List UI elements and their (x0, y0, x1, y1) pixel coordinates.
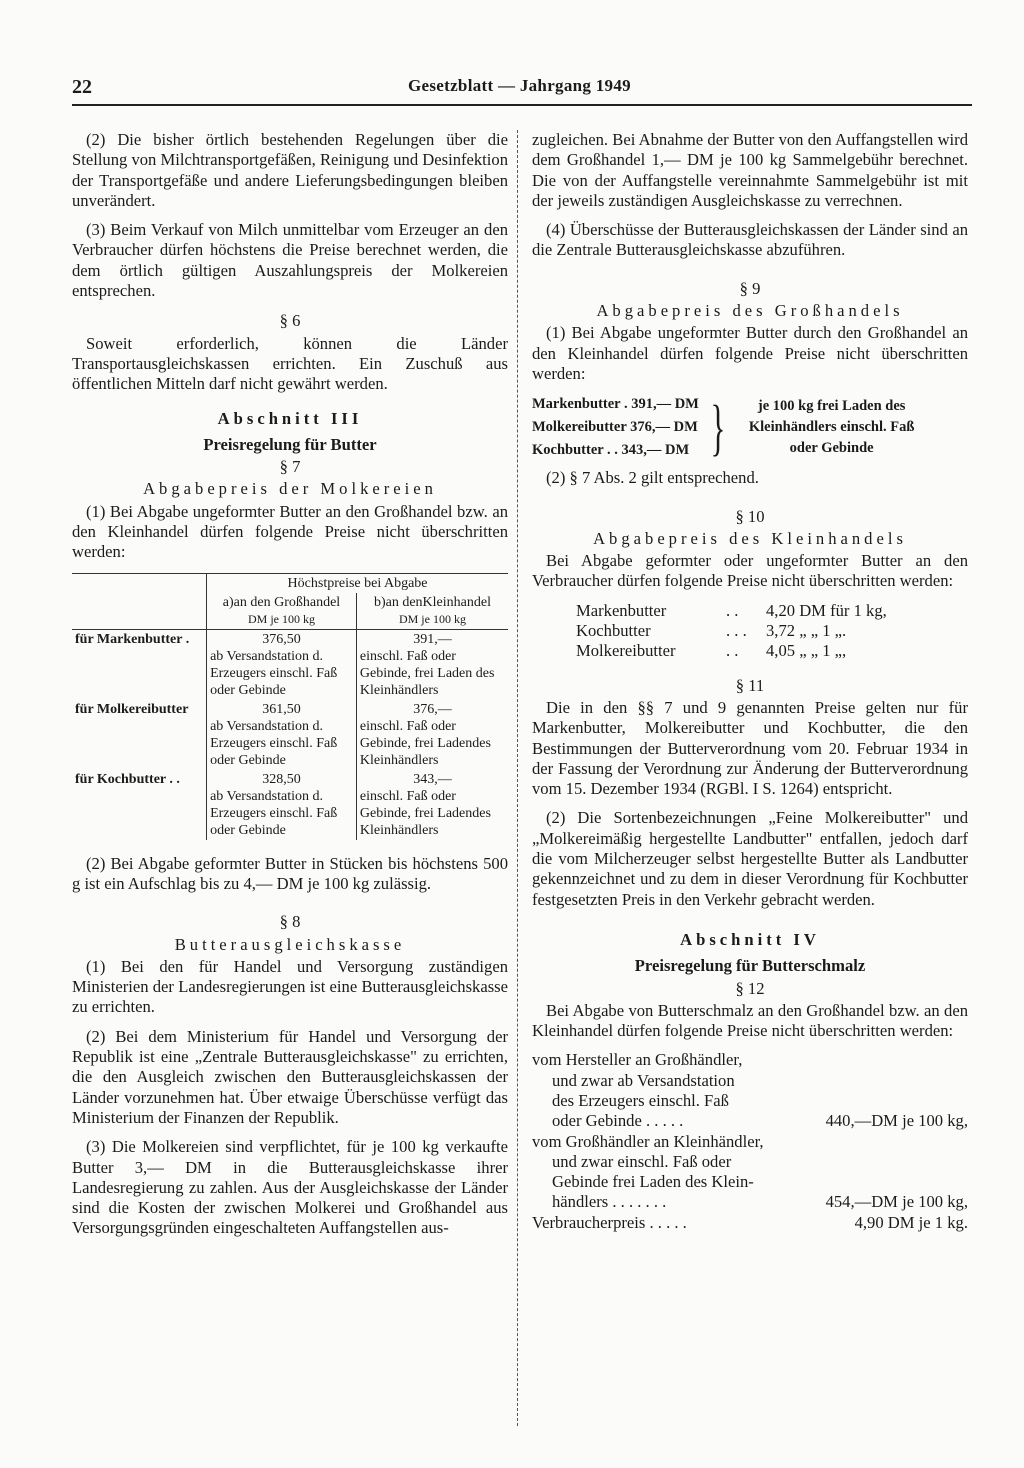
paragraph-12: Bei Abgabe von Butterschmalz an den Großhandel bzw. an den Kleinhandel dürfen folgende Preise nicht überschritten werden: (532, 1000, 968, 1041)
gazette-title: Gesetzblatt — Jahrgang 1949 (408, 76, 631, 95)
item-price: 4,05 „ „ 1 „, (766, 641, 847, 661)
a-note: ab Versandstation d. Erzeugers einschl. Faß oder Gebinde (210, 718, 338, 768)
row-label: für Molkereibutter (75, 701, 189, 717)
b-note: einschl. Faß oder Gebinde, frei Ladendes Kleinhändlers (359, 788, 491, 838)
col-b-label: b)an denKleinhandel (373, 594, 491, 610)
b-note: einschl. Faß oder Gebinde, frei Ladendes Kleinhändlers (359, 718, 491, 768)
section-8-title: Butterausgleichskasse (174, 934, 406, 954)
paragraph-8-1: (1) Bei den für Handel und Versorgung zuständigen Ministerien der Landesregierungen ist eine Butterausgleichskasse zu errichten. (72, 956, 508, 1017)
section-11-heading: § 11 (735, 675, 765, 695)
table-corner-2 (72, 593, 207, 630)
section-7-title: Abgabepreis der Molkereien (143, 479, 437, 499)
column-divider (517, 130, 518, 1426)
a-price: 361,50 (262, 701, 301, 717)
a-price: 376,50 (262, 631, 301, 647)
b-price: 343,— (413, 771, 452, 787)
item-price: 3,72 „ „ 1 „. (766, 621, 847, 641)
paragraph-6: Soweit erforderlich, können die Länder Transportausgleichskassen errichten. Ein Zuschuß aus öffentlichen Mitteln darf nicht gewährt werden. (72, 333, 508, 394)
abschnitt-3-heading: Abschnitt III (217, 408, 363, 428)
paragraph-9-1: (1) Bei Abgabe ungeformter Butter durch den Großhandel an den Kleinhandel dürfen folgende Preise nicht überschritten werden: (532, 323, 968, 383)
item-dots: . . . (726, 621, 747, 641)
abschnitt-3-title: Preisregelung für Butter (203, 434, 377, 454)
section-8-heading: § 8 (279, 912, 301, 932)
table-row (72, 770, 508, 840)
col-b-header (356, 593, 508, 630)
table-corner (72, 573, 207, 593)
section-10-heading: § 10 (735, 506, 765, 526)
paragraph-7-1: (1) Bei Abgabe ungeformter Butter an den Großhandel bzw. an den Kleinhandel dürfen folgende Preise nicht überschritten werden: (72, 501, 508, 562)
b-note: einschl. Faß oder Gebinde, frei Laden des Kleinhändlers (359, 648, 495, 698)
paragraph-7-2: (2) Bei Abgabe geformter Butter in Stücken bis höchstens 500 g ist ein Aufschlag bis zu 4,— DM je 100 kg zulässig. (72, 853, 508, 893)
section-12-price-list (532, 1050, 968, 1233)
list-item (532, 1213, 968, 1233)
b-price: 391,— (413, 631, 452, 647)
list-line: Gebinde frei Laden des Klein- (552, 1172, 754, 1192)
section-9-price-note: je 100 kg frei Laden des Kleinhändlers einschl. Faß oder Gebinde (748, 398, 915, 457)
paragraph-9-2: (2) § 7 Abs. 2 gilt entsprechend. (546, 468, 759, 488)
paragraph-8-4: (4) Überschüsse der Butterausgleichskassen der Länder sind an die Zentrale Butterausgleichskasse abzuführen. (532, 220, 968, 260)
col-a-label: a)an den Großhandel (222, 594, 341, 610)
section-9-price-list (532, 393, 968, 462)
a-note: ab Versandstation d. Erzeugers einschl. Faß oder Gebinde (210, 788, 338, 838)
item-name: Markenbutter (576, 600, 667, 620)
col-a-header (207, 593, 357, 630)
list-line: vom Großhändler an Kleinhändler, (532, 1131, 764, 1151)
section-9-heading: § 9 (739, 278, 761, 298)
item-dots: . . (726, 600, 739, 620)
paragraph-5-3: (3) Beim Verkauf von Milch unmittelbar vom Erzeuger an den Verbraucher dürfen höchstens die Preise berechnet werden, die dem örtlich gültigen Auszahlungspreis der Molkereien entsprechen. (72, 220, 508, 301)
item-label: händlers . . . . . . . (552, 1192, 667, 1212)
item-dots: . . (726, 641, 739, 661)
row-label: für Kochbutter . . (75, 771, 180, 787)
item-name: Kochbutter (576, 621, 651, 641)
page-header (72, 70, 972, 106)
col-b-unit: DM je 100 kg (398, 611, 466, 626)
row-label: für Markenbutter . (72, 629, 207, 700)
section-12-heading: § 12 (735, 978, 765, 998)
section-10-title: Abgabepreis des Kleinhandels (593, 528, 907, 548)
table-head: Höchstpreise bei Abgabe (207, 573, 508, 593)
section-6-heading: § 6 (279, 311, 301, 331)
list-item: Molkereibutter 376,— DM (532, 419, 698, 436)
list-item: Kochbutter . . 343,— DM (532, 442, 690, 459)
item-label: Verbraucherpreis . . . . . (532, 1212, 687, 1232)
list-item (532, 641, 968, 661)
section-9-title: Abgabepreis des Großhandels (596, 301, 904, 321)
right-column (532, 130, 968, 1233)
section-7-heading: § 7 (279, 457, 301, 477)
list-line: und zwar einschl. Faß oder (552, 1151, 732, 1171)
list-line: vom Hersteller an Großhändler, (532, 1050, 743, 1070)
list-item: Markenbutter . 391,— DM (532, 396, 699, 413)
brace-symbol: } (710, 393, 726, 462)
list-item (532, 1111, 968, 1131)
list-item (532, 601, 968, 621)
paragraph-11-2: (2) Die Sortenbezeichnungen „Feine Molkereibutter" und „Molkereimäßig hergestellte Landbutter" entfallen, jedoch darf die vom Milcherzeuger selbst hergestellte Butter als Landbutter gekennzeichnet und zu dem in dieser Verordnung für Kochbutter festgesetzten Preis in den Verkehr gebracht werden. (532, 808, 968, 909)
abschnitt-4-heading: Abschnitt IV (680, 929, 820, 949)
paragraph-8-2: (2) Bei dem Ministerium für Handel und Versorgung der Republik ist eine „Zentrale Butterausgleichskasse" zu errichten, die den Ausgleich zwischen den Butterausgleichskassen der Länder vorzunehmen hat. Über etwaige Überschüsse verfügt das Ministerium der Finanzen der Republik. (72, 1026, 508, 1127)
paragraph-5-2: (2) Die bisher örtlich bestehenden Regelungen über die Stellung von Milchtransportgefäßen, Reinigung und Desinfektion der Transportgefäße und andere Lieferungsbedingungen bleiben unverändert. (72, 130, 508, 210)
paragraph-10: Bei Abgabe geformter oder ungeformter Butter an den Verbraucher dürfen folgende Preise nicht überschritten werden: (532, 551, 968, 591)
paragraph-11-1: Die in den §§ 7 und 9 genannten Preise gelten nur für Markenbutter, Molkereibutter und Kochbutter, die den Bestimmungen der Butterverordnung vom 20. Februar 1934 in der Fassung der Verordnung zur Änderung der Butterverordnung vom 15. Dezember 1934 (RGBl. I S. 1264) entspricht. (532, 697, 968, 799)
a-note: ab Versandstation d. Erzeugers einschl. Faß oder Gebinde (210, 648, 338, 698)
left-column (72, 130, 508, 1248)
butter-price-table (72, 573, 508, 840)
table-row (72, 700, 508, 770)
a-price: 328,50 (262, 771, 301, 787)
item-price: 440,—DM je 100 kg, (825, 1111, 968, 1131)
item-price: 4,90 DM je 1 kg. (854, 1212, 968, 1232)
b-price: 376,— (413, 701, 452, 717)
abschnitt-4-title: Preisregelung für Butterschmalz (634, 956, 866, 976)
item-price: 4,20 DM für 1 kg, (766, 600, 887, 620)
table-row (72, 629, 508, 700)
list-item (532, 621, 968, 641)
item-name: Molkereibutter (576, 641, 676, 661)
col-a-unit: DM je 100 kg (248, 611, 315, 626)
item-label: oder Gebinde . . . . . (552, 1111, 684, 1131)
paragraph-8-3-continued: zugleichen. Bei Abnahme der Butter von den Auffangstellen wird dem Großhandel 1,— DM je 100 kg Sammelgebühr berechnet. Die von der Auffangstelle vereinnahmte Sammelgebühr ist mit der jeweils zuständigen Ausgleichskasse zu verrechnen. (532, 130, 968, 210)
paragraph-8-3: (3) Die Molkereien sind verpflichtet, für je 100 kg verkaufte Butter 3,— DM in die Butterausgleichskasse ihrer Landesregierung zu zahlen. Aus der Ausgleichskasse der Länder sind die Kosten der zwischen Molkerei und Großhandel aus Versorgungsgründen eingeschalteten Auffangstellen aus- (72, 1137, 508, 1238)
list-item (532, 1192, 968, 1212)
list-line: und zwar ab Versandstation (552, 1070, 735, 1090)
item-price: 454,—DM je 100 kg, (825, 1192, 968, 1212)
list-line: des Erzeugers einschl. Faß (552, 1090, 729, 1110)
section-10-price-list (532, 601, 968, 662)
page-number: 22 (72, 76, 92, 98)
